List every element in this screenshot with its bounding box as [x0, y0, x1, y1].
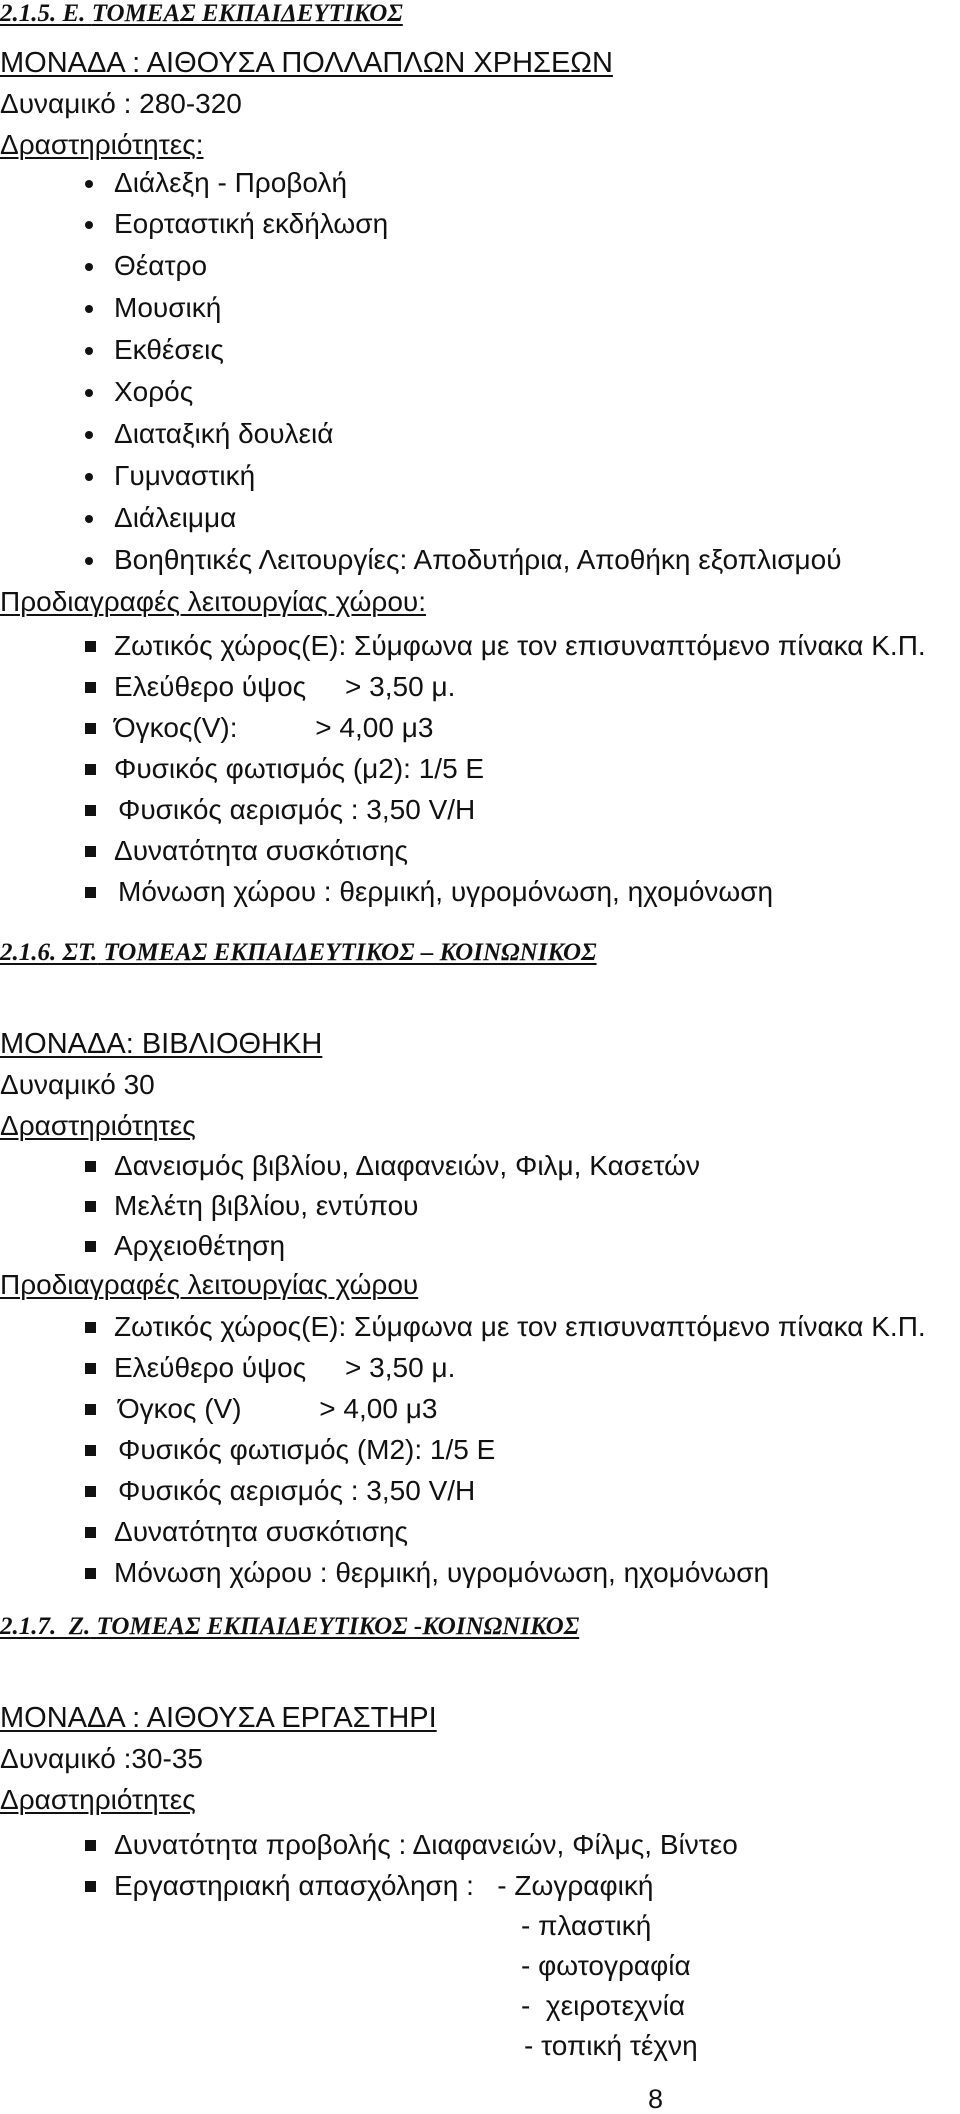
square-bullet-icon	[85, 682, 96, 693]
activity-item: Χορός	[114, 376, 194, 407]
section-number: 2.1.6. ΣΤ.	[0, 939, 98, 966]
section-heading: ΤΟΜΕΑΣ ΕΚΠΑΙΔΕΥΤΙΚΟΣ -ΚΟΙΝΩΝΙΚΟΣ	[96, 1613, 580, 1640]
spec-item: Ελεύθερο ύψος > 3,50 μ.	[114, 1352, 456, 1383]
section-number: 2.1.5. Ε.	[0, 0, 86, 27]
capacity-text: Δυναμικό : 280-320	[0, 88, 242, 119]
bullet-icon	[85, 180, 93, 188]
activity-item: Διαταξική δουλειά	[114, 418, 334, 449]
unit-title: ΜΟΝΑΔΑ: ΒΙΒΛΙΟΘΗΚΗ	[0, 1028, 323, 1060]
square-bullet-icon	[85, 1363, 96, 1374]
square-bullet-icon	[85, 805, 96, 816]
capacity-text: Δυναμικό :30-35	[0, 1743, 203, 1774]
activities-label: Δραστηριότητες:	[0, 129, 204, 160]
bullet-icon	[85, 431, 93, 439]
bullet-icon	[85, 305, 93, 313]
square-bullet-icon	[85, 846, 96, 857]
specs-label: Προδιαγραφές λειτουργίας χώρου	[0, 1269, 419, 1300]
page-number: 8	[648, 2084, 664, 2114]
section-2-1-6-heading-line	[0, 933, 597, 973]
spec-item: Μόνωση χώρου : θερμική, υγρομόνωση, ηχομόνωση	[118, 876, 774, 907]
section-heading: ΤΟΜΕΑΣ ΕΚΠΑΙΔΕΥΤΙΚΟΣ	[91, 0, 403, 27]
activity-item: Διάλεξη - Προβολή	[114, 167, 348, 198]
activity-item: Θέατρο	[114, 250, 208, 281]
bullet-icon	[85, 389, 93, 397]
sub-activity-item: - τοπική τέχνη	[524, 2030, 698, 2061]
square-bullet-icon	[85, 1527, 96, 1538]
unit-title: ΜΟΝΑΔΑ : ΑΙΘΟΥΣΑ ΠΟΛΛΑΠΛΩΝ ΧΡΗΣΕΩΝ	[0, 47, 613, 79]
spec-item: Ελεύθερο ύψος > 3,50 μ.	[114, 671, 456, 702]
section-2-1-7-heading-line	[0, 1607, 579, 1647]
activity-item: Εκθέσεις	[114, 334, 224, 365]
activity-item: Διάλειμμα	[114, 502, 237, 533]
sub-activity-item: - χειροτεχνία	[521, 1990, 686, 2021]
section-2-1-5-heading-line	[0, 0, 403, 34]
spec-item: Φυσικός φωτισμός (μ2): 1/5 Ε	[114, 753, 485, 784]
unit-title: ΜΟΝΑΔΑ : ΑΙΘΟΥΣΑ ΕΡΓΑΣΤΗΡΙ	[0, 1702, 437, 1734]
capacity-text: Δυναμικό 30	[0, 1069, 155, 1100]
activity-item: Γυμναστική	[114, 460, 256, 491]
spec-item: Φυσικός αερισμός : 3,50 V/H	[118, 1475, 476, 1506]
spec-item: Όγκος(V): > 4,00 μ3	[114, 712, 434, 743]
spec-item: Όγκος (V) > 4,00 μ3	[118, 1393, 438, 1424]
spec-item: Ζωτικός χώρος(Ε): Σύμφωνα με τον επισυναπτόμενο πίνακα Κ.Π.	[114, 630, 926, 661]
bullet-icon	[85, 515, 93, 523]
square-bullet-icon	[85, 1486, 96, 1497]
square-bullet-icon	[85, 1241, 96, 1252]
sub-activity-item: - φωτογραφία	[521, 1950, 691, 1981]
spec-item: Φυσικός αερισμός : 3,50 V/H	[118, 794, 476, 825]
square-bullet-icon	[85, 764, 96, 775]
square-bullet-icon	[85, 1404, 96, 1415]
activity-item: Εορταστική εκδήλωση	[114, 208, 389, 239]
square-bullet-icon	[85, 1568, 96, 1579]
activities-label: Δραστηριότητες	[0, 1784, 196, 1815]
square-bullet-icon	[85, 1445, 96, 1456]
activity-item: Βοηθητικές Λειτουργίες: Αποδυτήρια, Αποθήκη εξοπλισμού	[114, 544, 842, 575]
activity-item: Μουσική	[114, 292, 222, 323]
square-bullet-icon	[85, 723, 96, 734]
spec-item: Δυνατότητα συσκότισης	[114, 835, 409, 866]
spec-item: Φυσικός φωτισμός (Μ2): 1/5 Ε	[118, 1434, 496, 1465]
spec-item: Μόνωση χώρου : θερμική, υγρομόνωση, ηχομόνωση	[114, 1557, 770, 1588]
bullet-icon	[85, 557, 93, 565]
activity-item: Αρχειοθέτηση	[114, 1230, 286, 1261]
square-bullet-icon	[85, 1161, 96, 1172]
specs-label: Προδιαγραφές λειτουργίας χώρου:	[0, 586, 427, 617]
activity-item: Δανεισμός βιβλίου, Διαφανειών, Φιλμ, Κασετών	[114, 1150, 701, 1181]
square-bullet-icon	[85, 1322, 96, 1333]
activity-item: Δυνατότητα προβολής : Διαφανειών, Φίλμς, Βίντεο	[114, 1829, 738, 1860]
bullet-icon	[85, 263, 93, 271]
activity-item: Μελέτη βιβλίου, εντύπου	[114, 1190, 419, 1221]
square-bullet-icon	[85, 1840, 96, 1851]
bullet-icon	[85, 473, 93, 481]
spec-item: Ζωτικός χώρος(Ε): Σύμφωνα με τον επισυναπτόμενο πίνακα Κ.Π.	[114, 1311, 926, 1342]
bullet-icon	[85, 221, 93, 229]
section-heading: ΤΟΜΕΑΣ ΕΚΠΑΙΔΕΥΤΙΚΟΣ – ΚΟΙΝΩΝΙΚΟΣ	[103, 939, 597, 966]
bullet-icon	[85, 347, 93, 355]
square-bullet-icon	[85, 1201, 96, 1212]
activities-label: Δραστηριότητες	[0, 1110, 196, 1141]
sub-activity-item: - πλαστική	[521, 1910, 652, 1941]
square-bullet-icon	[85, 641, 96, 652]
section-number: 2.1.7. Ζ.	[0, 1613, 91, 1640]
activity-item: Εργαστηριακή απασχόληση : - Ζωγραφική	[114, 1870, 654, 1901]
square-bullet-icon	[85, 887, 96, 898]
spec-item: Δυνατότητα συσκότισης	[114, 1516, 409, 1547]
square-bullet-icon	[85, 1881, 96, 1892]
